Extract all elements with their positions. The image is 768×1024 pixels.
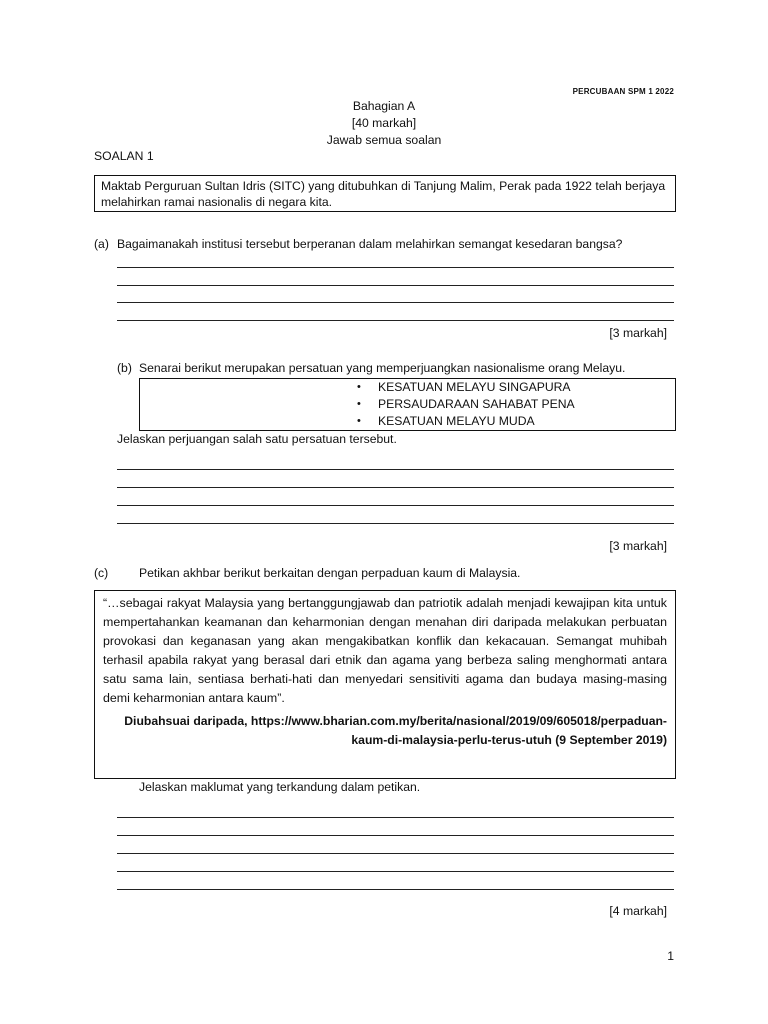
question-number: SOALAN 1 [94, 149, 154, 163]
answer-line[interactable] [117, 487, 674, 488]
part-c-label: (c) [94, 566, 109, 580]
part-b-question: Senarai berikut merupakan persatuan yang memperjuangkan nasionalisme orang Melayu. [139, 361, 626, 375]
excerpt-text: “…sebagai rakyat Malaysia yang bertanggungjawab dan patriotik adalah menjadi kewajipan kita untuk mempertahankan keamanan dan keharmonian dengan menahan diri daripada melakukan perbuatan provokasi dan keganasan yang akan mengakibatkan konflik dan kekacauan. Semangat muhibah terhasil apabila rakyat yang berasal dari etnik dan agama yang berbeza saling menghormati antara satu sama lain, sentiasa berhati-hati dan menyedari sensitiviti agama dan budaya masing-masing demi keharmonian antara kaum”. [103, 596, 667, 705]
stimulus-text: Maktab Perguruan Sultan Idris (SITC) yang ditubuhkan di Tanjung Malim, Perak pada 1922 telah berjaya melahirkan ramai nasionalis di negara kita. [101, 179, 666, 209]
answer-line[interactable] [117, 853, 674, 854]
answer-line[interactable] [117, 817, 674, 818]
bullet-icon: • [357, 398, 361, 410]
answer-line[interactable] [117, 889, 674, 890]
newspaper-excerpt-box [94, 590, 676, 779]
part-a-label: (a) [94, 237, 109, 251]
answer-line[interactable] [117, 835, 674, 836]
answer-line[interactable] [117, 285, 674, 286]
part-c-question: Petikan akhbar berikut berkaitan dengan perpaduan kaum di Malaysia. [139, 566, 521, 580]
part-a-marks: [3 markah] [609, 326, 667, 340]
organisation-list-box [139, 378, 676, 431]
bullet-icon: • [357, 415, 361, 427]
page-number: 1 [667, 949, 674, 963]
list-item: • KESATUAN MELAYU SINGAPURA [357, 380, 571, 394]
part-b-prompt: Jelaskan perjuangan salah satu persatuan tersebut. [117, 432, 397, 446]
part-c-marks: [4 markah] [609, 904, 667, 918]
bullet-icon: • [357, 381, 361, 393]
answer-line[interactable] [117, 320, 674, 321]
list-item: • KESATUAN MELAYU MUDA [357, 414, 535, 428]
part-b-label: (b) [117, 361, 132, 375]
part-c-prompt: Jelaskan maklumat yang terkandung dalam petikan. [139, 780, 421, 794]
answer-line[interactable] [117, 505, 674, 506]
organisation-list [357, 379, 675, 430]
instruction: Jawab semua soalan [326, 133, 442, 147]
answer-line[interactable] [117, 469, 674, 470]
marks-total: [40 markah] [351, 116, 417, 130]
excerpt-source: Diubahsuai daripada, https://www.bharian.com.my/berita/nasional/2019/09/605018/perpaduan- kaum-di-malaysia-perlu-terus-utuh (9 September 2019) [124, 714, 667, 747]
exam-label: PERCUBAAN SPM 1 2022 [572, 87, 674, 96]
section-title: Bahagian A [352, 99, 416, 113]
answer-line[interactable] [117, 267, 674, 268]
stimulus-box [94, 175, 676, 212]
answer-line[interactable] [117, 302, 674, 303]
answer-line[interactable] [117, 871, 674, 872]
part-a-question: Bagaimanakah institusi tersebut berperanan dalam melahirkan semangat kesedaran bangsa? [117, 237, 623, 251]
list-item: • PERSAUDARAAN SAHABAT PENA [357, 397, 575, 411]
answer-line[interactable] [117, 523, 674, 524]
part-b-marks: [3 markah] [609, 539, 667, 553]
